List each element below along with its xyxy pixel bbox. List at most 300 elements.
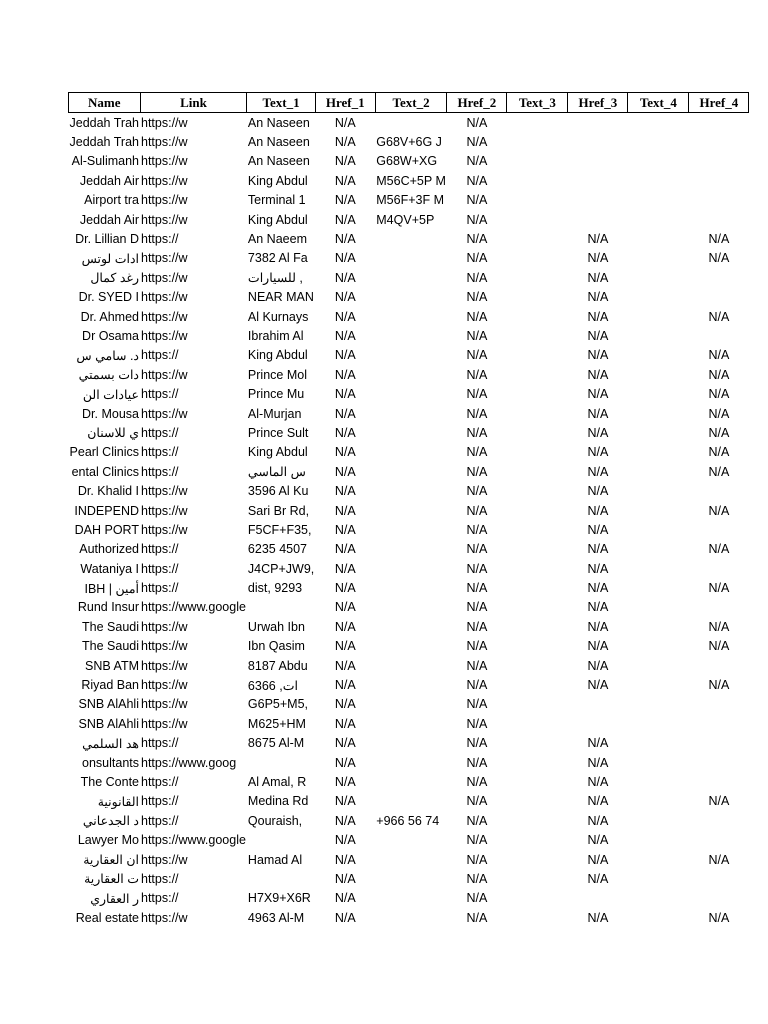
- cell-href-1[interactable]: N/A: [334, 794, 356, 809]
- cell-href-2[interactable]: N/A: [466, 600, 488, 615]
- cell-href-4[interactable]: [689, 695, 749, 714]
- cell-href-4[interactable]: [689, 326, 749, 345]
- cell-href-3[interactable]: N/A: [587, 406, 609, 421]
- cell-href-2[interactable]: N/A: [466, 716, 488, 731]
- cell-href-2[interactable]: N/A: [466, 833, 488, 848]
- cell-text-1[interactable]: G6P5+M5,: [247, 697, 309, 712]
- cell-href-3[interactable]: N/A: [587, 425, 609, 440]
- cell-text-2[interactable]: [375, 889, 447, 908]
- cell-text-1[interactable]: Urwah Ibn: [247, 619, 305, 634]
- cell-href-4[interactable]: [689, 734, 749, 753]
- cell-href-1[interactable]: N/A: [334, 561, 356, 576]
- cell-link[interactable]: https://: [141, 774, 179, 789]
- cell-href-4[interactable]: [689, 191, 749, 210]
- cell-name[interactable]: DAH PORT: [74, 522, 139, 537]
- cell-href-3[interactable]: N/A: [587, 270, 609, 285]
- cell-link[interactable]: https://w: [141, 193, 188, 208]
- cell-text-4[interactable]: [628, 443, 689, 462]
- cell-text-1[interactable]: King Abdul: [247, 348, 308, 363]
- cell-href-3[interactable]: [568, 132, 628, 151]
- cell-href-4[interactable]: [689, 268, 749, 287]
- cell-text-2[interactable]: [375, 792, 447, 811]
- cell-href-1[interactable]: N/A: [334, 484, 356, 499]
- cell-text-2[interactable]: [375, 908, 447, 927]
- cell-text-2[interactable]: [375, 307, 447, 326]
- cell-text-3[interactable]: [507, 714, 568, 733]
- cell-text-1[interactable]: Prince Mol: [247, 367, 307, 382]
- cell-href-2[interactable]: N/A: [466, 464, 488, 479]
- cell-href-2[interactable]: N/A: [466, 561, 488, 576]
- cell-href-3[interactable]: N/A: [587, 503, 609, 518]
- cell-text-3[interactable]: [507, 443, 568, 462]
- cell-text-2[interactable]: [375, 113, 447, 133]
- cell-link[interactable]: https://w: [141, 115, 188, 130]
- cell-text-4[interactable]: [628, 462, 689, 481]
- cell-href-3[interactable]: N/A: [587, 367, 609, 382]
- cell-href-2[interactable]: N/A: [466, 445, 488, 460]
- cell-text-2[interactable]: [375, 637, 447, 656]
- cell-link[interactable]: https://w: [141, 212, 188, 227]
- cell-href-1[interactable]: N/A: [334, 736, 356, 751]
- cell-href-2[interactable]: N/A: [466, 581, 488, 596]
- cell-href-3[interactable]: N/A: [587, 639, 609, 654]
- cell-href-4[interactable]: [689, 656, 749, 675]
- cell-name[interactable]: ت العقارية: [84, 872, 139, 887]
- cell-text-1[interactable]: س الماسي: [247, 465, 306, 480]
- cell-href-1[interactable]: N/A: [334, 600, 356, 615]
- cell-href-2[interactable]: N/A: [466, 154, 488, 169]
- cell-href-3[interactable]: N/A: [587, 833, 609, 848]
- cell-href-3[interactable]: N/A: [587, 755, 609, 770]
- cell-href-3[interactable]: N/A: [587, 910, 609, 925]
- cell-text-4[interactable]: [628, 714, 689, 733]
- cell-text-1[interactable]: Medina Rd: [247, 794, 309, 809]
- cell-href-2[interactable]: N/A: [466, 193, 488, 208]
- cell-link[interactable]: https://: [141, 871, 179, 886]
- cell-text-2[interactable]: [375, 617, 447, 636]
- cell-href-4[interactable]: N/A: [708, 425, 730, 440]
- cell-name[interactable]: Dr. SYED I: [78, 290, 139, 305]
- cell-href-2[interactable]: N/A: [466, 425, 488, 440]
- cell-href-4[interactable]: [689, 288, 749, 307]
- cell-href-4[interactable]: [689, 481, 749, 500]
- cell-text-1[interactable]: 6366 ,ات: [247, 678, 298, 693]
- cell-href-1[interactable]: N/A: [334, 619, 356, 634]
- cell-text-1[interactable]: [247, 869, 315, 888]
- cell-href-4[interactable]: N/A: [708, 464, 730, 479]
- cell-href-2[interactable]: N/A: [466, 542, 488, 557]
- cell-href-1[interactable]: N/A: [334, 425, 356, 440]
- cell-text-4[interactable]: [628, 675, 689, 694]
- cell-link[interactable]: https://: [141, 736, 179, 751]
- cell-href-2[interactable]: N/A: [466, 658, 488, 673]
- cell-text-3[interactable]: [507, 811, 568, 830]
- cell-text-3[interactable]: [507, 307, 568, 326]
- cell-href-4[interactable]: N/A: [708, 406, 730, 421]
- cell-name[interactable]: Dr. Mousa: [82, 406, 139, 421]
- cell-text-1[interactable]: F5CF+F35,: [247, 522, 312, 537]
- cell-name[interactable]: The Conte: [80, 774, 139, 789]
- cell-link[interactable]: https://w: [141, 309, 188, 324]
- cell-href-1[interactable]: N/A: [334, 270, 356, 285]
- cell-href-3[interactable]: N/A: [587, 542, 609, 557]
- cell-link[interactable]: https://: [141, 348, 179, 363]
- cell-href-1[interactable]: N/A: [334, 193, 356, 208]
- cell-text-4[interactable]: [628, 734, 689, 753]
- cell-name[interactable]: ان العقارية: [83, 853, 139, 868]
- cell-href-3[interactable]: [568, 210, 628, 229]
- cell-text-3[interactable]: [507, 675, 568, 694]
- cell-link[interactable]: https://w: [141, 522, 188, 537]
- cell-name[interactable]: Authorized: [79, 542, 139, 557]
- cell-text-4[interactable]: [628, 772, 689, 791]
- cell-text-2[interactable]: M56F+3F M: [376, 193, 444, 208]
- cell-text-2[interactable]: M56C+5P M: [376, 173, 446, 188]
- cell-href-3[interactable]: [568, 171, 628, 190]
- cell-name[interactable]: عيادات الن: [82, 387, 139, 402]
- cell-text-3[interactable]: [507, 540, 568, 559]
- cell-href-3[interactable]: N/A: [587, 251, 609, 266]
- cell-text-2[interactable]: [375, 520, 447, 539]
- cell-text-3[interactable]: [507, 404, 568, 423]
- cell-text-3[interactable]: [507, 229, 568, 248]
- cell-text-4[interactable]: [628, 850, 689, 869]
- cell-name[interactable]: Dr. Ahmed: [80, 309, 139, 324]
- cell-name[interactable]: Rund Insur: [77, 600, 139, 615]
- cell-name[interactable]: Jeddah Trah: [69, 115, 139, 130]
- cell-href-1[interactable]: N/A: [334, 290, 356, 305]
- cell-text-4[interactable]: [628, 695, 689, 714]
- cell-text-3[interactable]: [507, 384, 568, 403]
- cell-link[interactable]: https://w: [141, 503, 188, 518]
- cell-href-2[interactable]: N/A: [466, 212, 488, 227]
- cell-href-4[interactable]: N/A: [708, 367, 730, 382]
- cell-link[interactable]: https://w: [141, 173, 188, 188]
- cell-link[interactable]: https://: [141, 232, 179, 247]
- cell-text-2[interactable]: M4QV+5P: [376, 212, 435, 227]
- cell-href-2[interactable]: N/A: [466, 755, 488, 770]
- cell-href-3[interactable]: N/A: [587, 232, 609, 247]
- cell-href-2[interactable]: N/A: [466, 115, 488, 130]
- cell-text-2[interactable]: [375, 695, 447, 714]
- cell-text-1[interactable]: 3596 Al Ku: [247, 484, 309, 499]
- cell-name[interactable]: القانونية: [97, 794, 139, 809]
- cell-text-3[interactable]: [507, 132, 568, 151]
- cell-name[interactable]: Riyad Ban: [81, 678, 139, 693]
- cell-text-2[interactable]: [375, 578, 447, 597]
- cell-name[interactable]: The Saudi: [82, 639, 139, 654]
- cell-href-2[interactable]: N/A: [466, 736, 488, 751]
- cell-text-2[interactable]: [375, 869, 447, 888]
- cell-href-2[interactable]: N/A: [466, 348, 488, 363]
- cell-href-1[interactable]: N/A: [334, 716, 356, 731]
- cell-href-1[interactable]: N/A: [334, 173, 356, 188]
- cell-text-2[interactable]: [375, 288, 447, 307]
- cell-text-1[interactable]: Al Kurnays: [247, 309, 309, 324]
- cell-href-1[interactable]: N/A: [334, 522, 356, 537]
- cell-href-2[interactable]: N/A: [466, 794, 488, 809]
- cell-name[interactable]: Airport tra: [84, 193, 139, 208]
- cell-href-3[interactable]: [568, 191, 628, 210]
- cell-text-3[interactable]: [507, 772, 568, 791]
- cell-text-1[interactable]: Sari Br Rd,: [247, 503, 310, 518]
- cell-text-4[interactable]: [628, 792, 689, 811]
- cell-href-1[interactable]: N/A: [334, 367, 356, 382]
- cell-link[interactable]: https://w: [141, 154, 188, 169]
- cell-href-1[interactable]: N/A: [334, 833, 356, 848]
- cell-text-3[interactable]: [507, 268, 568, 287]
- cell-text-4[interactable]: [628, 229, 689, 248]
- cell-link[interactable]: https://: [141, 425, 179, 440]
- cell-href-1[interactable]: N/A: [334, 891, 356, 906]
- cell-href-4[interactable]: N/A: [708, 639, 730, 654]
- cell-href-2[interactable]: N/A: [466, 290, 488, 305]
- cell-name[interactable]: Dr. Khalid I: [77, 484, 139, 499]
- cell-text-3[interactable]: [507, 656, 568, 675]
- cell-text-3[interactable]: [507, 346, 568, 365]
- cell-href-3[interactable]: N/A: [587, 813, 609, 828]
- cell-text-4[interactable]: [628, 404, 689, 423]
- cell-href-1[interactable]: N/A: [334, 910, 356, 925]
- cell-name[interactable]: Jeddah Air: [79, 212, 139, 227]
- cell-text-1[interactable]: [247, 753, 315, 772]
- cell-href-2[interactable]: N/A: [466, 813, 488, 828]
- cell-name[interactable]: Lawyer Mo: [77, 833, 139, 848]
- cell-href-4[interactable]: [689, 714, 749, 733]
- cell-text-4[interactable]: [628, 132, 689, 151]
- cell-text-1[interactable]: An Naseen: [247, 154, 310, 169]
- cell-text-1[interactable]: Prince Mu: [247, 387, 305, 402]
- cell-text-2[interactable]: [375, 598, 447, 617]
- cell-href-4[interactable]: [689, 171, 749, 190]
- cell-link[interactable]: https://: [141, 445, 179, 460]
- cell-href-3[interactable]: N/A: [587, 348, 609, 363]
- cell-text-3[interactable]: [507, 889, 568, 908]
- cell-text-3[interactable]: [507, 617, 568, 636]
- cell-name[interactable]: رغد كمال: [90, 271, 139, 286]
- cell-href-3[interactable]: N/A: [587, 309, 609, 324]
- cell-href-4[interactable]: N/A: [708, 794, 730, 809]
- cell-href-1[interactable]: N/A: [334, 328, 356, 343]
- cell-text-2[interactable]: [375, 443, 447, 462]
- cell-text-1[interactable]: 4963 Al-M: [247, 910, 305, 925]
- cell-href-3[interactable]: N/A: [587, 871, 609, 886]
- cell-text-3[interactable]: [507, 423, 568, 442]
- cell-text-2[interactable]: [375, 229, 447, 248]
- cell-name[interactable]: SNB AlAhli: [78, 697, 139, 712]
- cell-text-2[interactable]: [375, 501, 447, 520]
- cell-name[interactable]: Real estate: [75, 910, 139, 925]
- cell-href-2[interactable]: N/A: [466, 328, 488, 343]
- cell-text-4[interactable]: [628, 578, 689, 597]
- cell-text-2[interactable]: [375, 540, 447, 559]
- cell-link[interactable]: https://: [141, 581, 179, 596]
- cell-text-1[interactable]: Terminal 1: [247, 193, 306, 208]
- cell-text-4[interactable]: [628, 307, 689, 326]
- cell-text-4[interactable]: [628, 617, 689, 636]
- cell-link[interactable]: https://w: [141, 484, 188, 499]
- cell-href-3[interactable]: [568, 889, 628, 908]
- cell-href-1[interactable]: N/A: [334, 542, 356, 557]
- cell-href-3[interactable]: N/A: [587, 290, 609, 305]
- cell-name[interactable]: ر العقاري: [90, 891, 139, 906]
- cell-text-1[interactable]: J4CP+JW9,: [247, 561, 315, 576]
- cell-link[interactable]: https://w: [141, 697, 188, 712]
- cell-text-2[interactable]: [375, 772, 447, 791]
- cell-href-3[interactable]: N/A: [587, 581, 609, 596]
- cell-href-4[interactable]: [689, 559, 749, 578]
- cell-text-4[interactable]: [628, 501, 689, 520]
- cell-link[interactable]: https://w: [141, 367, 188, 382]
- cell-text-2[interactable]: [375, 404, 447, 423]
- cell-text-1[interactable]: Ibrahim Al: [247, 328, 304, 343]
- cell-text-1[interactable]: 7382 Al Fa: [247, 251, 308, 266]
- cell-href-2[interactable]: N/A: [466, 619, 488, 634]
- cell-text-4[interactable]: [628, 152, 689, 171]
- cell-link[interactable]: https://: [141, 794, 179, 809]
- cell-name[interactable]: Pearl Clinics: [69, 445, 139, 460]
- cell-href-4[interactable]: N/A: [708, 581, 730, 596]
- cell-href-1[interactable]: N/A: [334, 387, 356, 402]
- cell-href-4[interactable]: [689, 152, 749, 171]
- cell-text-1[interactable]: An Naeem: [247, 232, 307, 247]
- cell-link[interactable]: https://w: [141, 852, 188, 867]
- cell-link[interactable]: https://: [141, 561, 179, 576]
- cell-link[interactable]: https://w: [141, 678, 188, 693]
- cell-name[interactable]: SNB AlAhli: [78, 716, 139, 731]
- cell-href-2[interactable]: N/A: [466, 173, 488, 188]
- cell-href-2[interactable]: N/A: [466, 678, 488, 693]
- cell-name[interactable]: Jeddah Air: [79, 173, 139, 188]
- cell-text-3[interactable]: [507, 481, 568, 500]
- cell-name[interactable]: INDEPEND: [74, 503, 139, 518]
- cell-text-4[interactable]: [628, 191, 689, 210]
- cell-text-1[interactable]: dist, 9293: [247, 581, 303, 596]
- cell-text-2[interactable]: [375, 675, 447, 694]
- cell-href-3[interactable]: N/A: [587, 619, 609, 634]
- cell-text-2[interactable]: [375, 734, 447, 753]
- cell-href-1[interactable]: N/A: [334, 503, 356, 518]
- cell-text-3[interactable]: [507, 908, 568, 927]
- cell-href-1[interactable]: N/A: [334, 445, 356, 460]
- cell-href-2[interactable]: N/A: [466, 639, 488, 654]
- cell-text-3[interactable]: [507, 598, 568, 617]
- cell-text-4[interactable]: [628, 540, 689, 559]
- cell-href-3[interactable]: N/A: [587, 464, 609, 479]
- cell-name[interactable]: Wataniya I: [80, 561, 139, 576]
- cell-href-1[interactable]: N/A: [334, 115, 356, 130]
- cell-link[interactable]: https://w: [141, 270, 188, 285]
- cell-name[interactable]: د الجدعاني: [82, 814, 139, 829]
- cell-text-4[interactable]: [628, 326, 689, 345]
- cell-text-1[interactable]: NEAR MAN: [247, 290, 314, 305]
- cell-text-2[interactable]: G68V+6G J: [376, 135, 442, 150]
- cell-href-2[interactable]: N/A: [466, 270, 488, 285]
- cell-href-1[interactable]: N/A: [334, 852, 356, 867]
- cell-text-4[interactable]: [628, 171, 689, 190]
- cell-link[interactable]: https://www.goog: [141, 755, 237, 770]
- cell-text-4[interactable]: [628, 811, 689, 830]
- cell-link[interactable]: https://: [141, 891, 179, 906]
- cell-text-1[interactable]: M625+HM: [247, 716, 306, 731]
- cell-href-3[interactable]: N/A: [587, 328, 609, 343]
- cell-text-1[interactable]: Hamad Al: [247, 852, 303, 867]
- cell-text-2[interactable]: +966 56 74: [376, 813, 440, 828]
- cell-href-1[interactable]: N/A: [334, 813, 356, 828]
- cell-text-3[interactable]: [507, 869, 568, 888]
- cell-text-3[interactable]: [507, 520, 568, 539]
- cell-name[interactable]: IBH | أمين: [84, 581, 139, 596]
- cell-href-2[interactable]: N/A: [466, 251, 488, 266]
- cell-href-2[interactable]: N/A: [466, 367, 488, 382]
- cell-href-4[interactable]: [689, 598, 749, 617]
- cell-name[interactable]: Dr Osama: [82, 328, 139, 343]
- cell-href-4[interactable]: N/A: [708, 619, 730, 634]
- cell-href-3[interactable]: N/A: [587, 658, 609, 673]
- cell-name[interactable]: Al-Sulimanh: [71, 154, 139, 169]
- cell-href-4[interactable]: [689, 830, 749, 849]
- cell-text-4[interactable]: [628, 423, 689, 442]
- cell-text-1[interactable]: Ibn Qasim: [247, 639, 305, 654]
- cell-href-1[interactable]: N/A: [334, 658, 356, 673]
- cell-text-1[interactable]: Qouraish,: [247, 813, 303, 828]
- cell-href-2[interactable]: N/A: [466, 135, 488, 150]
- cell-href-4[interactable]: N/A: [708, 251, 730, 266]
- cell-href-3[interactable]: N/A: [587, 794, 609, 809]
- cell-href-3[interactable]: N/A: [587, 561, 609, 576]
- cell-text-2[interactable]: [375, 559, 447, 578]
- cell-href-1[interactable]: N/A: [334, 581, 356, 596]
- cell-text-4[interactable]: [628, 113, 689, 133]
- cell-href-4[interactable]: N/A: [708, 910, 730, 925]
- cell-text-1[interactable]: King Abdul: [247, 173, 308, 188]
- cell-link[interactable]: https://w: [141, 135, 188, 150]
- cell-text-3[interactable]: [507, 559, 568, 578]
- cell-name[interactable]: ental Clinics: [71, 464, 139, 479]
- cell-href-4[interactable]: N/A: [708, 387, 730, 402]
- cell-href-4[interactable]: [689, 210, 749, 229]
- cell-href-3[interactable]: N/A: [587, 600, 609, 615]
- cell-text-1[interactable]: H7X9+X6R: [247, 891, 311, 906]
- cell-text-4[interactable]: [628, 869, 689, 888]
- cell-text-4[interactable]: [628, 753, 689, 772]
- cell-text-4[interactable]: [628, 346, 689, 365]
- cell-href-1[interactable]: N/A: [334, 755, 356, 770]
- cell-text-1[interactable]: 8187 Abdu: [247, 658, 308, 673]
- cell-text-3[interactable]: [507, 501, 568, 520]
- cell-link[interactable]: https://: [141, 387, 179, 402]
- cell-text-3[interactable]: [507, 288, 568, 307]
- cell-text-2[interactable]: [375, 326, 447, 345]
- cell-name[interactable]: SNB ATM: [85, 658, 139, 673]
- cell-href-4[interactable]: N/A: [708, 309, 730, 324]
- cell-text-2[interactable]: [375, 423, 447, 442]
- cell-text-2[interactable]: [375, 850, 447, 869]
- cell-href-4[interactable]: N/A: [708, 542, 730, 557]
- cell-text-2[interactable]: [375, 830, 447, 849]
- cell-name[interactable]: د. سامي س: [76, 348, 139, 363]
- cell-name[interactable]: Jeddah Trah: [69, 135, 139, 150]
- cell-text-2[interactable]: [375, 365, 447, 384]
- cell-href-2[interactable]: N/A: [466, 484, 488, 499]
- cell-text-3[interactable]: [507, 113, 568, 133]
- cell-text-3[interactable]: [507, 830, 568, 849]
- cell-text-4[interactable]: [628, 481, 689, 500]
- cell-href-2[interactable]: N/A: [466, 503, 488, 518]
- cell-text-4[interactable]: [628, 268, 689, 287]
- cell-link[interactable]: https://www.google: [141, 600, 246, 615]
- cell-text-2[interactable]: [375, 714, 447, 733]
